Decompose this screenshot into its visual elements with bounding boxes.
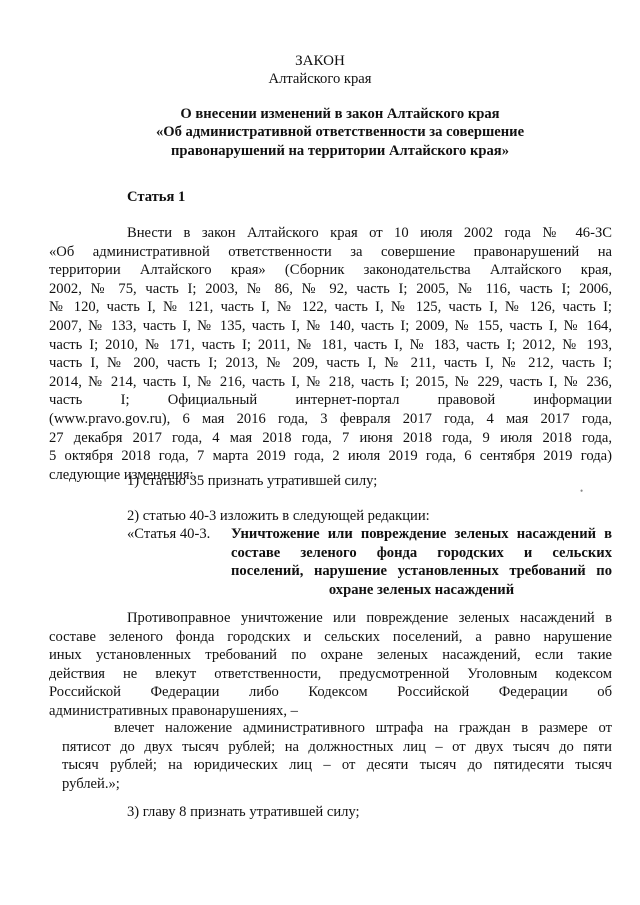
sanction-paragraph [62, 719, 612, 793]
law-heading [150, 105, 530, 160]
intro-line: № 120, часть I, № 121, часть I, № 122, часть I, № 125, часть I, № 126, часть I; [49, 299, 612, 316]
intro-line: следующие изменения: [49, 466, 194, 483]
sanction-line: тысяч рублей; на юридических лиц – от десяти тысяч до пятидесяти тысяч [62, 757, 612, 774]
intro-line: 2014, № 214, часть I, № 216, часть I, № 218, часть I; 2015, № 229, часть I, № 236, [49, 373, 612, 390]
article-40-3-label: «Статья 40-3. [127, 526, 211, 542]
law-label: ЗАКОН [295, 53, 345, 69]
sanction-line: пятисот до двух тысяч рублей; на должностных лиц – от двух тысяч до пяти [62, 738, 612, 755]
scan-speck: • [580, 486, 584, 496]
heading-line: «Об административной ответственности за совершение [155, 124, 525, 141]
sanction-line: влечет наложение административного штрафа на граждан в размере от [114, 720, 612, 736]
body-line: Противоправное уничтожение или повреждение зеленых насаждений в [127, 610, 612, 626]
article-40-3-heading [231, 525, 612, 599]
amendment-item-1: 1) статью 35 признать утратившей силу; [127, 473, 378, 489]
intro-line: Внести в закон Алтайского края от 10 июля 2002 года № 46-ЗС [127, 225, 612, 241]
body-line: составе зеленого фонда городских и сельских поселений, а равно нарушение [49, 628, 612, 645]
intro-line: 27 декабря 2017 года, 4 мая 2018 года, 7 июня 2018 года, 9 июля 2018 года, [49, 429, 612, 446]
body-line: административных правонарушениях, – [49, 702, 298, 719]
body-line: действия не влекут ответственности, предусмотренной Уголовным кодексом [49, 665, 612, 682]
article-heading-line: поселений, нарушение установленных требований по [231, 563, 612, 580]
intro-line: 5 октября 2018 года, 7 марта 2019 года, 2 июля 2019 года, 6 сентября 2019 года) [49, 448, 612, 465]
intro-paragraph [49, 224, 612, 484]
intro-line: (www.pravo.gov.ru), 6 мая 2016 года, 3 февраля 2017 года, 4 мая 2017 года, [49, 410, 612, 427]
region-label: Алтайского края [268, 71, 372, 87]
intro-line: часть I; 2010, № 171, часть I; 2011, № 181, часть I, № 183, часть I; 2012, № 193, [49, 336, 612, 353]
intro-line: «Об административной ответственности за совершение правонарушений на [49, 243, 612, 260]
sanction-line: рублей.»; [62, 775, 120, 792]
amendment-item-3: 3) главу 8 признать утратившей силу; [127, 804, 360, 820]
heading-line: О внесении изменений в закон Алтайского края [180, 106, 500, 122]
intro-line: территории Алтайского края» (Сборник законодательства Алтайского края, [49, 262, 612, 279]
article-heading-line: охране зеленых насаждений [328, 581, 515, 598]
intro-line: часть I, № 200, часть I; 2013, № 209, часть I, № 211, часть I, № 212, часть I; [49, 355, 612, 372]
article-heading-line: Уничтожение или повреждение зеленых насаждений в [231, 526, 612, 542]
intro-line: 2002, № 75, часть I; 2003, № 86, № 92, часть I; 2005, № 116, часть I; 2006, [49, 280, 612, 297]
amendment-item-2: 2) статью 40-3 изложить в следующей редакции: [127, 508, 430, 524]
intro-line: 2007, № 133, часть I, № 135, часть I, № 140, часть I; 2009, № 155, часть I, № 164, [49, 317, 612, 334]
article-heading-line: составе зеленого фонда городских и сельских [231, 544, 612, 561]
body-line: иных установленных требований по охране зеленых насаждений, если такие [49, 647, 612, 664]
article-body-paragraph [49, 609, 612, 721]
article-title: Статья 1 [127, 189, 186, 205]
intro-line: часть I; Официальный интернет-портал правовой информации [49, 392, 612, 409]
heading-line: правонарушений на территории Алтайского края» [171, 142, 509, 159]
body-line: Российской Федерации либо Кодексом Российской Федерации об [49, 684, 612, 701]
